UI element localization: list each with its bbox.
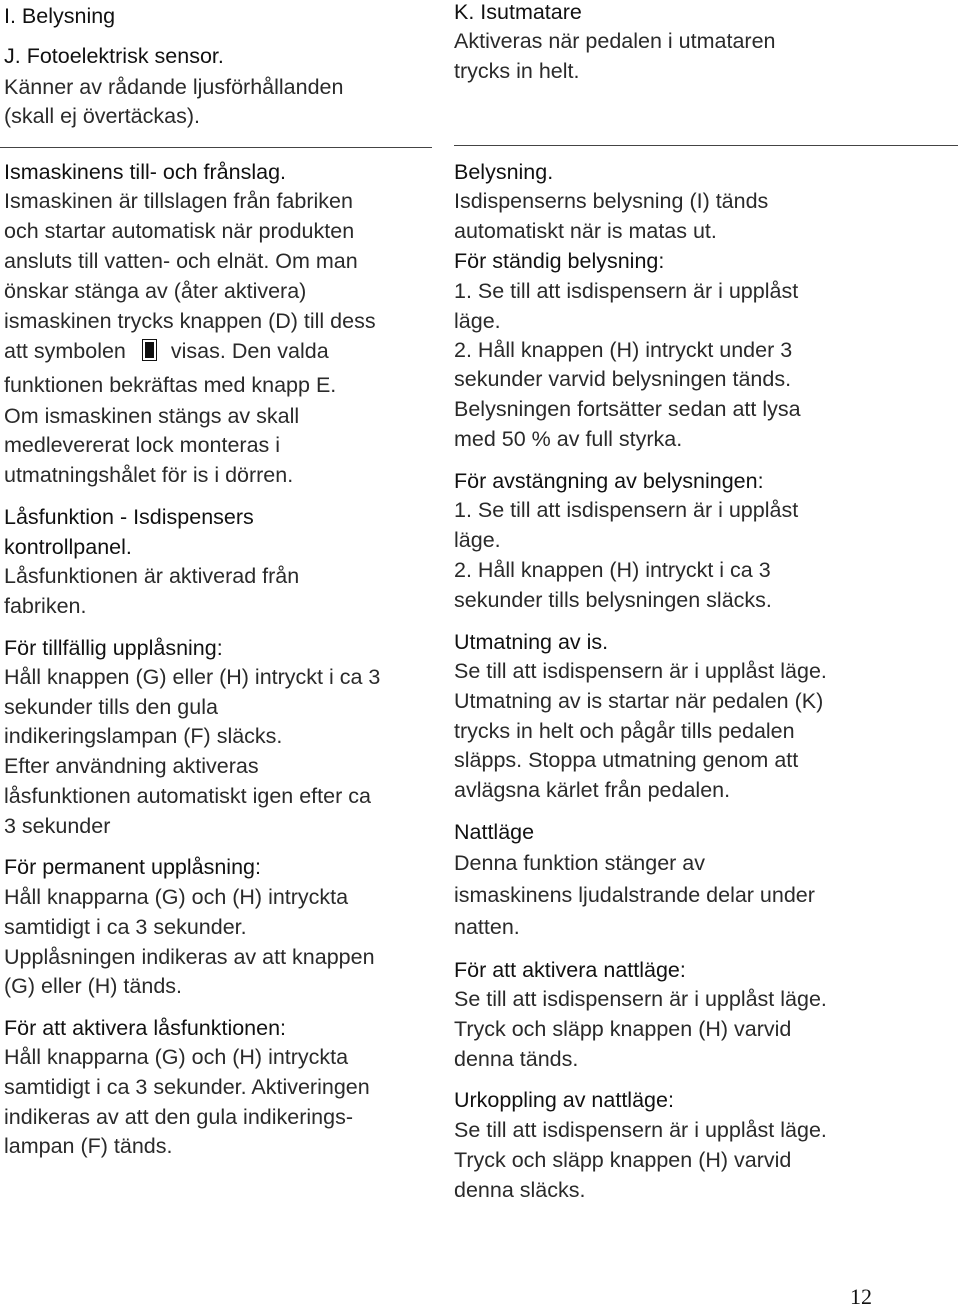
paragraph-line: låsfunktionen automatiskt igen efter ca — [4, 784, 371, 808]
section-heading-lock: kontrollpanel. — [4, 535, 132, 559]
paragraph-line: Tryck och släpp knappen (H) varvid — [454, 1017, 792, 1041]
paragraph-line: fabriken. — [4, 594, 87, 618]
paragraph-line: Belysningen fortsätter sedan att lysa — [454, 397, 801, 421]
section-heading-lock: Låsfunktion - Isdispensers — [4, 505, 254, 529]
paragraph-line: Tryck och släpp knappen (H) varvid — [454, 1148, 792, 1172]
page-number: 12 — [850, 1284, 872, 1309]
paragraph-line: Låsfunktionen är aktiverad från — [4, 564, 300, 588]
section-heading-constant-light: För ständig belysning: — [454, 249, 665, 273]
paragraph-line: avlägsna kärlet från pedalen. — [454, 778, 731, 802]
paragraph-line: 3 sekunder — [4, 814, 111, 838]
power-symbol-icon — [142, 339, 157, 361]
paragraph-line: med 50 % av full styrka. — [454, 427, 683, 451]
paragraph-line: automatiskt när is matas ut. — [454, 219, 717, 243]
paragraph-line: indikeringslampan (F) släcks. — [4, 724, 283, 748]
legend-text: Känner av rådande ljusförhållanden — [4, 75, 344, 99]
paragraph-line: Se till att isdispensern är i upplåst läge. — [454, 987, 827, 1011]
legend-item-j: J. Fotoelektrisk sensor. — [4, 44, 224, 68]
paragraph-line: Efter användning aktiveras — [4, 754, 259, 778]
paragraph-line: denna tänds. — [454, 1047, 579, 1071]
section-heading-activate-lock: För att aktivera låsfunktionen: — [4, 1016, 287, 1040]
paragraph-line: läge. — [454, 309, 501, 333]
section-heading-night-off: Urkoppling av nattläge: — [454, 1088, 674, 1112]
legend-text: trycks in helt. — [454, 59, 580, 83]
paragraph-line: Håll knappen (G) eller (H) intryckt i ca 3 — [4, 665, 381, 689]
section-heading-temp-unlock: För tillfällig upplåsning: — [4, 636, 223, 660]
paragraph-line: denna släcks. — [454, 1178, 586, 1202]
paragraph-line: sekunder tills den gula — [4, 695, 218, 719]
paragraph-line: utmatningshålet för is i dörren. — [4, 463, 294, 487]
paragraph-line: lampan (F) tänds. — [4, 1134, 173, 1158]
paragraph-line: funktionen bekräftas med knapp E. — [4, 373, 337, 397]
paragraph-line: släpps. Stoppa utmatning genom att — [454, 748, 799, 772]
paragraph-line: ansluts till vatten- och elnät. Om man — [4, 249, 358, 273]
section-heading-onoff: Ismaskinens till- och frånslag. — [4, 160, 286, 184]
section-heading-night-on: För att aktivera nattläge: — [454, 958, 686, 982]
paragraph-line: önskar stänga av (åter aktivera) — [4, 279, 307, 303]
section-heading-lighting: Belysning. — [454, 160, 554, 184]
paragraph-line: ismaskinen trycks knappen (D) till dess — [4, 309, 376, 333]
legend-item-i: I. Belysning — [4, 4, 116, 28]
paragraph-line: läge. — [454, 528, 501, 552]
section-divider-left — [0, 147, 432, 148]
section-heading-light-off: För avstängning av belysningen: — [454, 469, 764, 493]
paragraph-line: (G) eller (H) tänds. — [4, 974, 183, 998]
section-divider-right — [454, 145, 958, 146]
section-heading-perm-unlock: För permanent upplåsning: — [4, 855, 261, 879]
paragraph-line: Håll knapparna (G) och (H) intryckta — [4, 885, 349, 909]
section-heading-night-mode: Nattläge — [454, 820, 535, 844]
paragraph-line: Utmatning av is startar när pedalen (K) — [454, 689, 824, 713]
paragraph-line: 2. Håll knappen (H) intryckt under 3 — [454, 338, 793, 362]
paragraph-line: ismaskinens ljudalstrande delar under — [454, 883, 815, 907]
section-heading-ice-dispense: Utmatning av is. — [454, 630, 609, 654]
paragraph-line: samtidigt i ca 3 sekunder. — [4, 915, 247, 939]
paragraph-line: trycks in helt och pågår tills pedalen — [454, 719, 795, 743]
paragraph-line: natten. — [454, 915, 520, 939]
paragraph-line: och startar automatisk när produkten — [4, 219, 355, 243]
paragraph-fragment: visas. Den valda — [170, 339, 329, 363]
paragraph-line: samtidigt i ca 3 sekunder. Aktiveringen — [4, 1075, 370, 1099]
paragraph-line: Denna funktion stänger av — [454, 851, 705, 875]
paragraph-line: 2. Håll knappen (H) intryckt i ca 3 — [454, 558, 771, 582]
paragraph-line: Se till att isdispensern är i upplåst läge. — [454, 1118, 827, 1142]
paragraph-line: Håll knapparna (G) och (H) intryckta — [4, 1045, 349, 1069]
paragraph-line: Isdispenserns belysning (I) tänds — [454, 189, 769, 213]
paragraph-line: medlevererat lock monteras i — [4, 433, 281, 457]
paragraph-line: sekunder tills belysningen släcks. — [454, 588, 772, 612]
paragraph-line: Om ismaskinen stängs av skall — [4, 404, 300, 428]
paragraph-line: 1. Se till att isdispensern är i upplåst — [454, 498, 799, 522]
paragraph-fragment: att symbolen — [4, 339, 126, 363]
paragraph-line: 1. Se till att isdispensern är i upplåst — [454, 279, 799, 303]
legend-text: Aktiveras när pedalen i utmataren — [454, 29, 776, 53]
legend-item-k: K. Isutmatare — [454, 0, 582, 24]
paragraph-line: sekunder varvid belysningen tänds. — [454, 367, 792, 391]
paragraph-line: Ismaskinen är tillslagen från fabriken — [4, 189, 353, 213]
paragraph-line: Upplåsningen indikeras av att knappen — [4, 945, 375, 969]
paragraph-line: indikeras av att den gula indikerings- — [4, 1105, 353, 1129]
paragraph-line — [4, 336, 329, 366]
legend-text: (skall ej övertäckas). — [4, 104, 200, 128]
paragraph-line: Se till att isdispensern är i upplåst läge. — [454, 659, 827, 683]
